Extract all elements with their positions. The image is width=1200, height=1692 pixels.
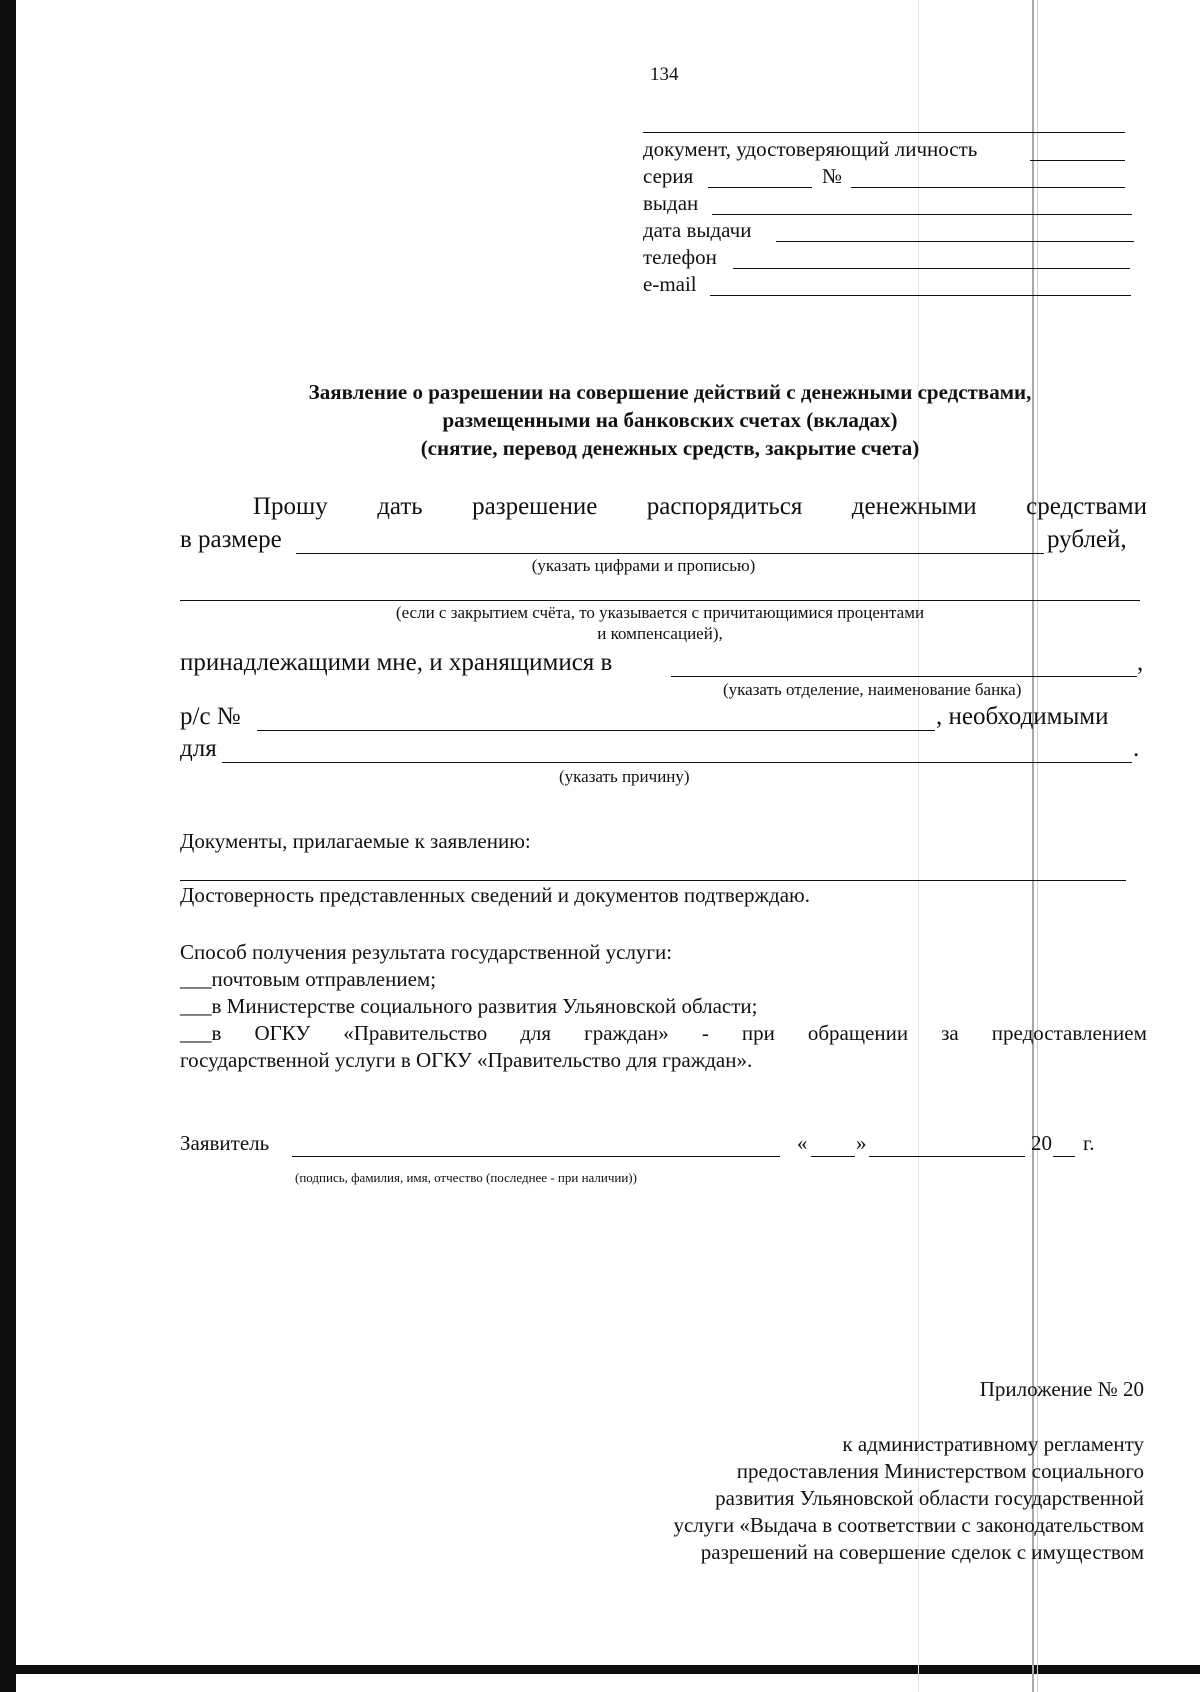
request-word: Прошу xyxy=(253,493,328,520)
belonging-text: принадлежащими мне, и хранящимися в xyxy=(180,649,613,676)
phone-label: телефон xyxy=(643,245,717,269)
document-title-line1: Заявление о разрешении на совершение действий с денежными средствами, xyxy=(308,380,1032,404)
series-line[interactable] xyxy=(708,187,812,188)
delivery-option-ogku-line2: государственной услуги в ОГКУ «Правительство для граждан». xyxy=(180,1048,753,1072)
request-sentence xyxy=(253,493,1147,521)
bank-hint: (указать отделение, наименование банка) xyxy=(723,680,1022,699)
document-title-line3: (снятие, перевод денежных средств, закрытие счета) xyxy=(420,436,920,460)
date-year-prefix: 20 xyxy=(1031,1131,1052,1155)
amount-prefix: в размере xyxy=(180,526,282,553)
option-word: предоставлением xyxy=(991,1021,1147,1045)
option-word: ОГКУ xyxy=(254,1021,311,1045)
page-number: 134 xyxy=(650,64,679,85)
email-label: e-mail xyxy=(643,272,697,296)
date-quote-close: » xyxy=(856,1131,867,1155)
date-year-line[interactable] xyxy=(1053,1156,1075,1157)
option-word: граждан» xyxy=(584,1021,669,1045)
request-word: разрешение xyxy=(472,493,598,520)
option-word: при xyxy=(741,1021,775,1045)
option-word: «Правительство xyxy=(343,1021,488,1045)
account-line[interactable] xyxy=(257,730,935,731)
phone-line[interactable] xyxy=(733,268,1130,269)
option-word: - xyxy=(701,1021,709,1045)
closing-hint-line1: (если с закрытием счёта, то указывается с причитающимися процентами xyxy=(395,603,925,622)
reason-hint: (указать причину) xyxy=(559,767,690,786)
signature-line[interactable] xyxy=(292,1156,780,1157)
needed-text: , необходимыми xyxy=(936,703,1109,730)
bank-line[interactable] xyxy=(671,676,1137,677)
document-title-line2: размещенными на банковских счетах (вкладах) xyxy=(442,408,898,432)
amount-hint: (указать цифрами и прописью) xyxy=(531,556,756,575)
appendix-line: разрешений на совершение сделок с имуществом xyxy=(700,1540,1144,1564)
date-quote-open: « xyxy=(797,1131,808,1155)
appendix-line: услуги «Выдача в соответствии с законодательством xyxy=(673,1513,1144,1537)
option-label: в Министерстве социального развития Ульяновской области; xyxy=(211,994,758,1018)
amount-suffix: рублей, xyxy=(1047,526,1127,553)
delivery-heading: Способ получения результата государственной услуги: xyxy=(180,940,673,964)
for-prefix: для xyxy=(180,735,217,762)
id-document-label: документ, удостоверяющий личность xyxy=(643,137,978,161)
appendix-line: развития Ульяновской области государственной xyxy=(715,1486,1144,1510)
option-word: обращении xyxy=(807,1021,909,1045)
request-word: средствами xyxy=(1026,493,1147,520)
issue-date-line[interactable] xyxy=(776,241,1134,242)
account-prefix: р/с № xyxy=(180,703,241,730)
date-year-suffix: г. xyxy=(1083,1131,1095,1155)
applicant-label: Заявитель xyxy=(180,1131,270,1155)
request-word: денежными xyxy=(851,493,977,520)
appendix-line: к административному регламенту xyxy=(842,1432,1144,1456)
option-checkbox-blank[interactable]: ___ xyxy=(180,994,212,1018)
amount-words-line[interactable] xyxy=(180,600,1140,601)
reason-period: . xyxy=(1133,735,1140,762)
option-word: для xyxy=(520,1021,552,1045)
request-word: распорядиться xyxy=(646,493,803,520)
id-document-line[interactable] xyxy=(1030,160,1125,161)
amount-line[interactable] xyxy=(296,553,1044,554)
date-month-line[interactable] xyxy=(869,1156,1025,1157)
confirmation-text: Достоверность представленных сведений и документов подтверждаю. xyxy=(180,883,810,907)
option-label: почтовым отправлением; xyxy=(211,967,437,991)
email-line[interactable] xyxy=(710,295,1131,296)
delivery-option-ogku[interactable] xyxy=(180,1021,1147,1046)
attachments-line[interactable] xyxy=(180,880,1126,881)
number-sign: № xyxy=(822,164,843,188)
option-word: ___в xyxy=(180,1021,222,1045)
reason-line[interactable] xyxy=(222,762,1132,763)
appendix-label: Приложение № 20 xyxy=(979,1377,1144,1401)
issued-by-line[interactable] xyxy=(712,214,1132,215)
date-day-line[interactable] xyxy=(811,1156,855,1157)
applicant-name-line[interactable] xyxy=(643,132,1125,133)
scan-edge-bottom xyxy=(16,1665,1200,1674)
issued-by-label: выдан xyxy=(643,191,699,215)
bank-comma: , xyxy=(1137,649,1144,676)
closing-hint-line2: и компенсацией), xyxy=(597,624,723,643)
option-checkbox-blank[interactable]: ___ xyxy=(180,1021,212,1045)
attachments-label: Документы, прилагаемые к заявлению: xyxy=(180,829,531,853)
signature-hint: (подпись, фамилия, имя, отчество (последнее - при наличии)) xyxy=(295,1170,637,1185)
scan-edge-left xyxy=(0,0,16,1692)
appendix-line: предоставления Министерством социального xyxy=(736,1459,1144,1483)
delivery-option-post[interactable] xyxy=(180,967,436,992)
option-word: за xyxy=(941,1021,959,1045)
delivery-option-ministry[interactable] xyxy=(180,994,758,1019)
request-word: дать xyxy=(377,493,423,520)
issue-date-label: дата выдачи xyxy=(643,218,752,242)
option-checkbox-blank[interactable]: ___ xyxy=(180,967,212,991)
number-line[interactable] xyxy=(851,187,1125,188)
series-label: серия xyxy=(643,164,694,188)
